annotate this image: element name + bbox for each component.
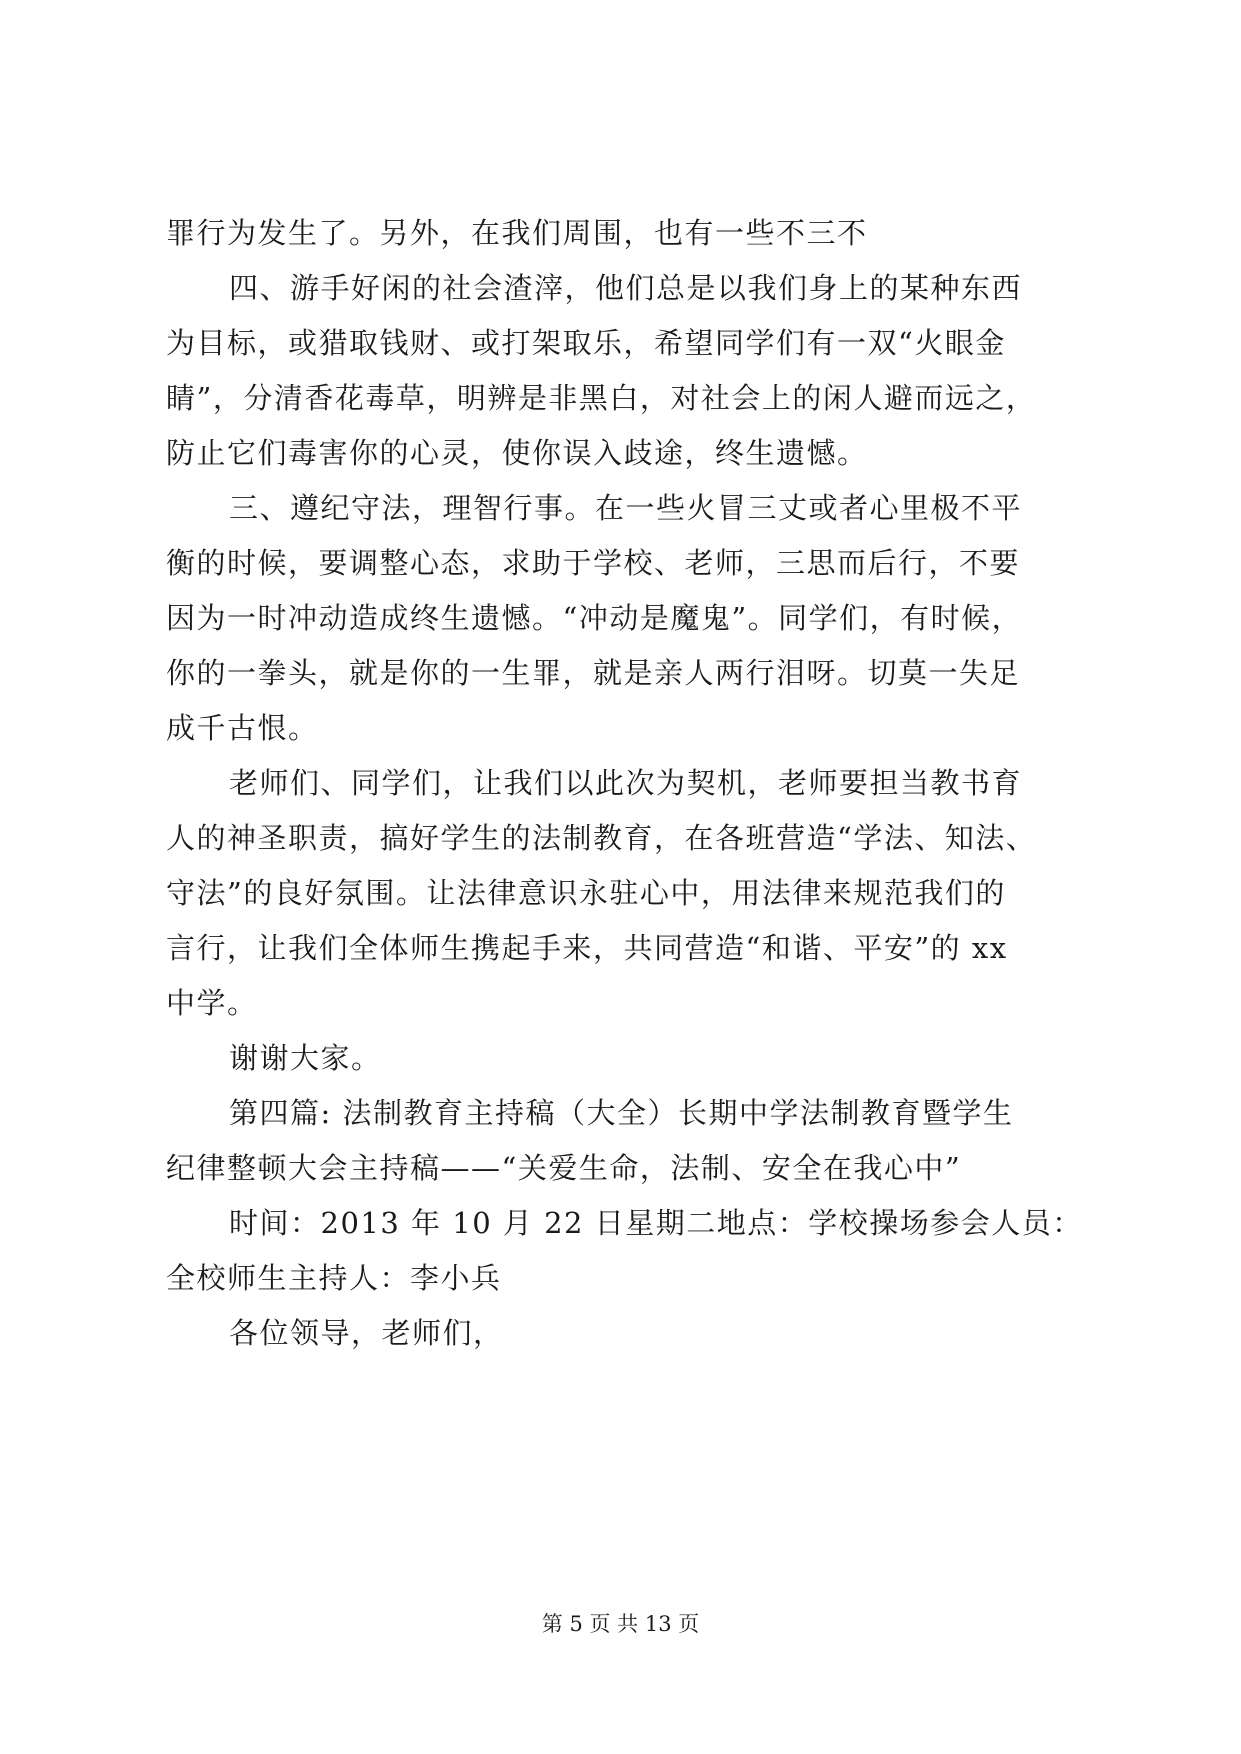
paragraph-start-line: 谢谢大家。 — [229, 1041, 382, 1075]
paragraph-start-line: 四、游手好闲的社会渣滓，他们总是以我们身上的某种东西 — [229, 271, 1023, 305]
paragraph-start-line: 各位领导，老师们， — [229, 1316, 504, 1350]
text-line: 罪行为发生了。另外，在我们周围，也有一些不三不 — [166, 216, 868, 250]
text-line: 全校师生主持人：李小兵 — [166, 1261, 502, 1295]
document-body — [166, 206, 1081, 1361]
text-line: 衡的时候，要调整心态，求助于学校、老师，三思而后行，不要 — [166, 546, 1021, 580]
text-line: 中学。 — [166, 986, 258, 1020]
text-line: 人的神圣职责，搞好学生的法制教育，在各班营造“学法、知法、 — [166, 821, 1037, 855]
text-line: 守法”的良好氛围。让法律意识永驻心中，用法律来规范我们的 — [166, 876, 1006, 910]
text-line: 防止它们毒害你的心灵，使你误入歧途，终生遗憾。 — [166, 436, 868, 470]
paragraph-start-line: 老师们、同学们，让我们以此次为契机，老师要担当教书育 — [229, 766, 1023, 800]
text-line: 因为一时冲动造成终生遗憾。“冲动是魔鬼”。同学们，有时候， — [166, 601, 1023, 635]
text-line: 言行，让我们全体师生携起手来，共同营造“和谐、平安”的 xx — [166, 931, 1008, 965]
section-heading-line: 纪律整顿大会主持稿——“关爱生命，法制、安全在我心中” — [166, 1151, 962, 1185]
paragraph-start-line: 三、遵纪守法，理智行事。在一些火冒三丈或者心里极不平 — [229, 491, 1023, 525]
section-heading-line: 第四篇: 法制教育主持稿（大全）长期中学法制教育暨学生 — [229, 1096, 1014, 1130]
text-line: 你的一拳头，就是你的一生罪，就是亲人两行泪呀。切莫一失足 — [166, 656, 1021, 690]
text-line: 睛”，分清香花毒草，明辨是非黑白，对社会上的闲人避而远之， — [166, 381, 1037, 415]
paragraph-start-line: 时间：2013 年 10 月 22 日星期二地点：学校操场参会人员： — [229, 1206, 1083, 1240]
text-line: 成千古恨。 — [166, 711, 319, 745]
text-line: 为目标，或猎取钱财、或打架取乐，希望同学们有一双“火眼金 — [166, 326, 1006, 360]
page-number-footer: 第 5 页 共 13 页 — [541, 1612, 700, 1636]
